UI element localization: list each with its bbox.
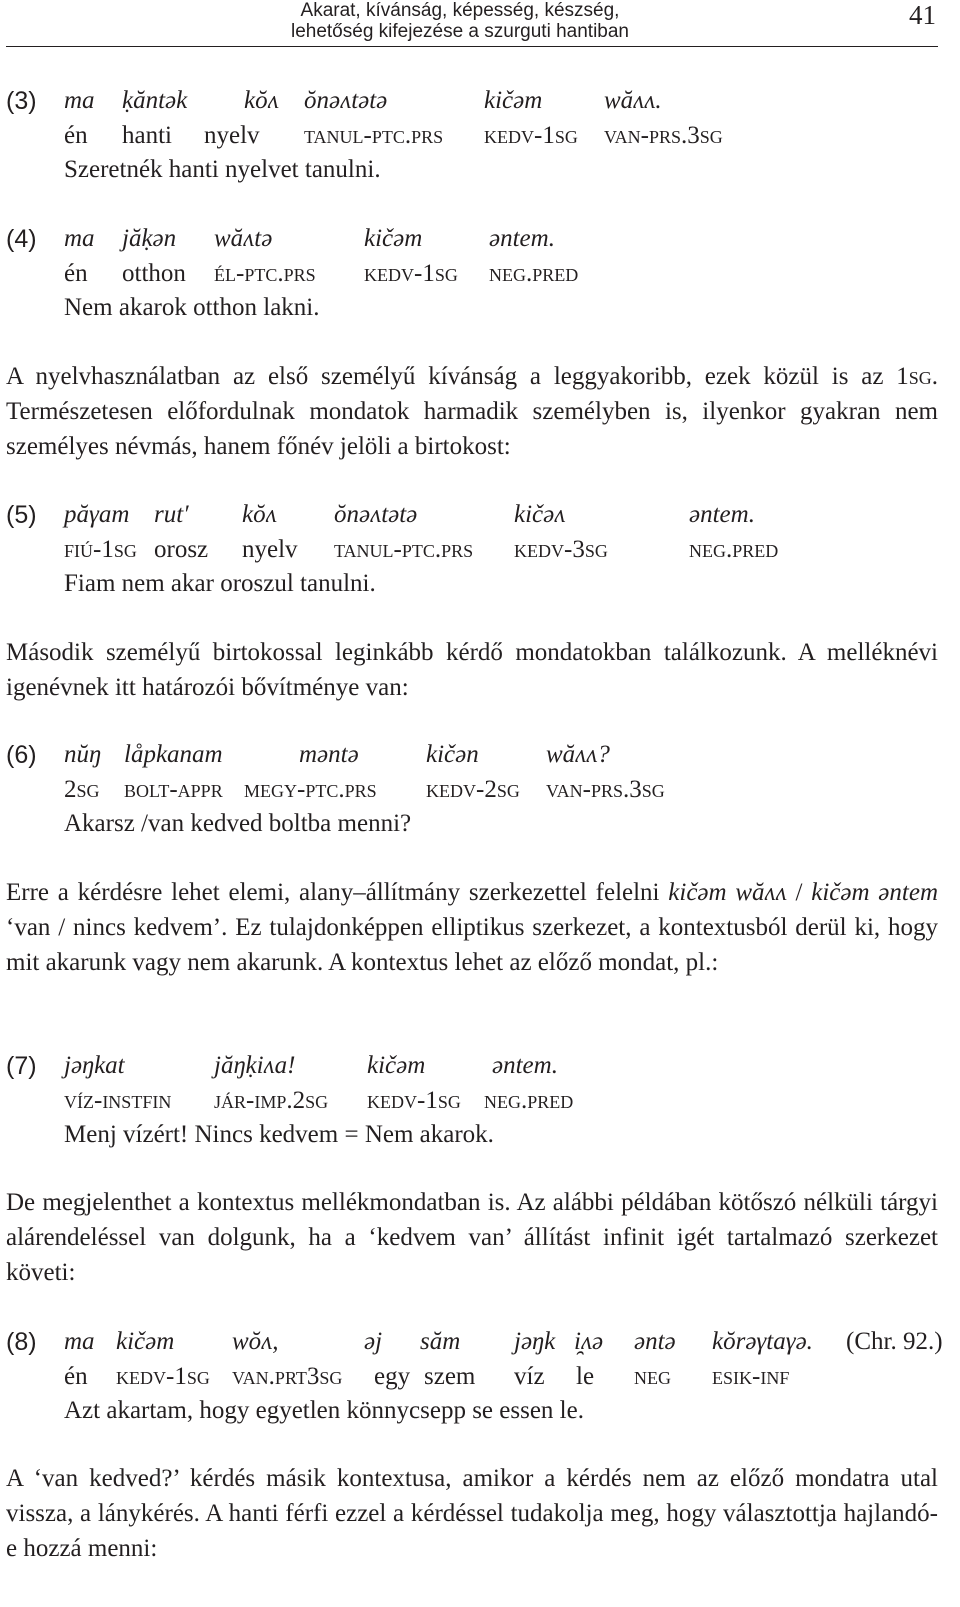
khanty-word: məntə (299, 741, 359, 768)
paragraph-1 (6, 359, 938, 464)
header-rule (6, 46, 938, 47)
translation-line: Szeretnék hanti nyelvet tanulni. (64, 156, 381, 183)
gloss-word: nyelv (204, 122, 260, 149)
example-number: (7) (6, 1052, 37, 1080)
paragraph-text: Erre a kérdésre lehet elemi, alany–állítmány szerkezettel felelni (6, 879, 669, 906)
example-number: (3) (6, 87, 37, 115)
gloss-word: neg.pred (484, 1087, 574, 1114)
khanty-word: ma (64, 1328, 95, 1355)
paragraph-text: / (786, 879, 812, 906)
gloss-word: víz-instfin (64, 1087, 172, 1114)
gloss-word: bolt-appr (124, 776, 223, 803)
gloss-word: megy-ptc.prs (244, 776, 377, 803)
paragraph-5: A ‘van kedved?’ kérdés másik kontextusa, amikor a kérdés nem az előző mondatra utal vissza, a lánykérés. A hanti férfi ezzel a kérdéssel tudakolja meg, hogy választottja hajlandó-e hozzá menni: (6, 1465, 938, 1562)
khanty-word: jăḳən (122, 225, 177, 252)
example-number: (5) (6, 501, 37, 529)
khanty-word: kičən (426, 741, 479, 768)
gloss-word: tanul-ptc.prs (334, 536, 474, 563)
page-number: 41 (909, 0, 936, 30)
khanty-word: əntem. (492, 1052, 558, 1079)
gloss-word: otthon (122, 260, 186, 287)
translation-line: Azt akartam, hogy egyetlen könnycsepp se essen le. (64, 1397, 584, 1424)
khanty-word: ma (64, 225, 95, 252)
gloss-word: van.prt3sg (232, 1363, 343, 1390)
khanty-word: jəŋkat (64, 1052, 125, 1079)
khanty-word: kŏrəγtaγə. (712, 1328, 813, 1355)
translation-line: Menj vízért! Nincs kedvem = Nem akarok. (64, 1121, 494, 1148)
gloss-word: 2sg (64, 776, 100, 803)
khanty-word: kičəm (364, 225, 423, 252)
paragraph-4: De megjelenthet a kontextus mellékmondatban is. Az alábbi példában kötőszó nélküli tárgyi alárendeléssel van dolgunk, ha a ‘kedvem van’ állítást infinit igét tartalmazó szerkezet követi: (6, 1189, 938, 1286)
khanty-word: ma (64, 87, 95, 114)
header-line-1: Akarat, kívánság, képesség, készség, (300, 0, 620, 21)
khanty-word: əj (364, 1328, 383, 1355)
khanty-word: kičəm (367, 1052, 426, 1079)
paragraph-text: . Természetesen előfordulnak mondatok harmadik személyben is, ilyenkor gyakran nem személyes névmás, hanem főnév jelöli a birtokost: (6, 363, 938, 460)
gloss-word: egy (374, 1363, 411, 1390)
khanty-word: ḳăntək (122, 87, 188, 114)
example-number: (6) (6, 741, 37, 769)
gloss-word: kedv-1sg (484, 122, 578, 149)
gloss-word: kedv-1sg (116, 1363, 210, 1390)
paragraph-text: A nyelvhasználatban az első személyű kívánság a leggyakoribb, ezek közül is az (6, 363, 897, 390)
gloss-word: neg (634, 1363, 671, 1390)
gloss-word: fiú-1sg (64, 536, 137, 563)
gloss-word: kedv-2sg (426, 776, 520, 803)
abbreviation: 1sg (896, 363, 932, 390)
translation-line: Fiam nem akar oroszul tanulni. (64, 570, 376, 597)
khanty-word: ŏnəʌtətə (334, 501, 418, 528)
gloss-word: neg.pred (489, 260, 579, 287)
khanty-term: kičəm əntem (811, 879, 938, 906)
source-citation: (Chr. 92.) (846, 1328, 943, 1355)
gloss-word: kedv-1sg (364, 260, 458, 287)
gloss-word: kedv-1sg (367, 1087, 461, 1114)
gloss-word: hanti (122, 122, 172, 149)
khanty-word: əntem. (689, 501, 755, 528)
gloss-word: orosz (154, 536, 209, 563)
khanty-word: wăʌtə (214, 225, 273, 252)
gloss-word: le (576, 1363, 595, 1390)
example-number: (4) (6, 225, 37, 253)
khanty-word: săm (420, 1328, 461, 1355)
gloss-word: neg.pred (689, 536, 779, 563)
khanty-word: kŏʌ (242, 501, 277, 528)
khanty-word: kŏʌ (244, 87, 279, 114)
gloss-word: nyelv (242, 536, 298, 563)
paragraph-2: Második személyű birtokossal leginkább kérdő mondatokban találkozunk. A melléknévi igenévnek itt határozói bővítménye van: (6, 639, 938, 701)
khanty-word: i̯ʌə (574, 1328, 604, 1355)
example-number: (8) (6, 1328, 37, 1356)
gloss-word: én (64, 1363, 88, 1390)
khanty-word: jəŋk (514, 1328, 556, 1355)
khanty-word: rut′ (154, 501, 189, 528)
khanty-word: låpkanam (124, 741, 223, 768)
gloss-word: jár-imp.2sg (214, 1087, 329, 1114)
khanty-word: nŭŋ (64, 741, 102, 768)
translation-line: Akarsz /van kedved boltba menni? (64, 810, 412, 837)
khanty-word: kičəʌ (514, 501, 566, 528)
gloss-word: víz (514, 1363, 545, 1390)
paragraph-text: ‘van / nincs kedvem’. Ez tulajdonképpen elliptikus szerkezet, a kontextusból derül ki, hogy mit akarunk vagy nem akarunk. A kontextus lehet az előző mondat, pl.: (6, 914, 938, 976)
khanty-word: kičəm (116, 1328, 175, 1355)
khanty-word: păγam (64, 501, 130, 528)
gloss-word: van-prs.3sg (546, 776, 665, 803)
paragraph-3 (6, 875, 938, 980)
khanty-word: əntə (634, 1328, 676, 1355)
header-line-2: lehetőség kifejezése a szurguti hantiban (290, 21, 629, 42)
gloss-word: él-ptc.prs (214, 260, 316, 287)
gloss-word: én (64, 260, 88, 287)
gloss-word: szem (424, 1363, 476, 1390)
khanty-word: ŏnəʌtətə (304, 87, 388, 114)
khanty-word: wăʌʌ. (604, 87, 662, 114)
khanty-word: jăŋḳiʌa! (214, 1052, 296, 1079)
khanty-word: wŏʌ, (232, 1328, 279, 1355)
gloss-word: van-prs.3sg (604, 122, 723, 149)
khanty-word: əntem. (489, 225, 555, 252)
gloss-word: tanul-ptc.prs (304, 122, 444, 149)
khanty-word: wăʌʌ? (546, 741, 610, 768)
running-header (180, 0, 740, 42)
gloss-word: esik-inf (712, 1363, 790, 1390)
khanty-term: kičəm wăʌʌ (668, 879, 787, 906)
translation-line: Nem akarok otthon lakni. (64, 294, 320, 321)
khanty-word: kičəm (484, 87, 543, 114)
gloss-word: kedv-3sg (514, 536, 608, 563)
gloss-word: én (64, 122, 88, 149)
